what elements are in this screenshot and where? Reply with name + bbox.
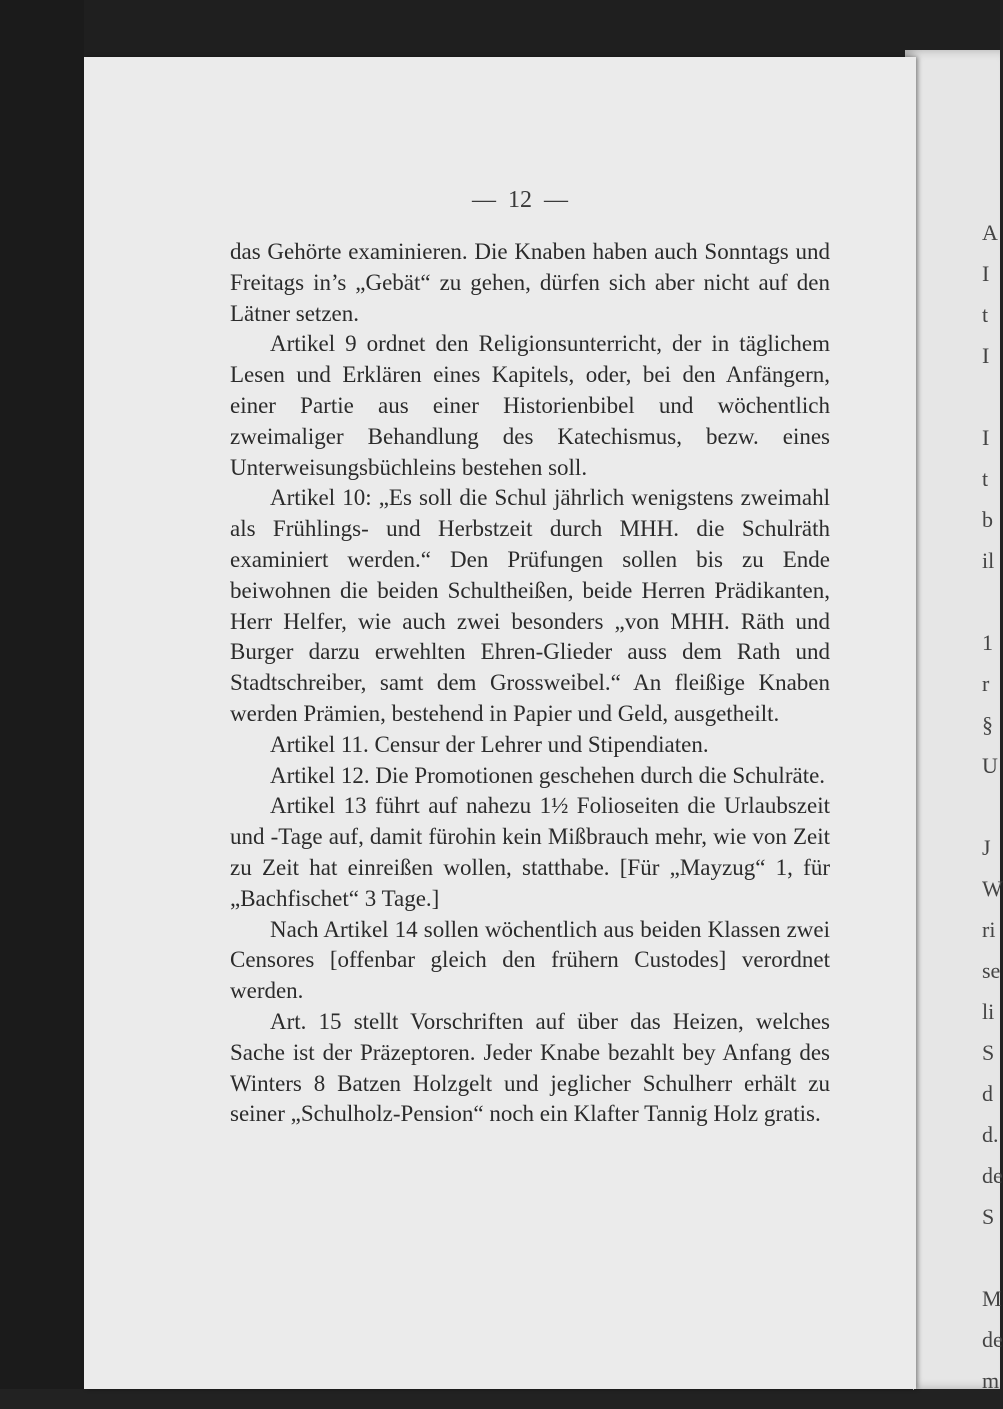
- paragraph: Artikel 12. Die Promotionen geschehen durch die Schulräte.: [270, 762, 826, 788]
- fragment: [982, 589, 1000, 630]
- dash-left: —: [472, 187, 508, 213]
- book-page: [84, 57, 916, 1389]
- paragraph: Nach Artikel 14 sollen wöchentlich aus beiden Klassen zwei Censores [offenbar gleich den frühern Custodes] verordnet werden.: [230, 916, 830, 1004]
- fragment: I: [982, 261, 990, 286]
- fragment: [982, 1245, 1000, 1286]
- fragment: S: [982, 1040, 995, 1065]
- fragment: [982, 384, 1000, 425]
- fragment: U: [982, 753, 998, 778]
- fragment: I: [982, 343, 990, 368]
- fragment: 1: [982, 630, 993, 655]
- fragment: M: [982, 1286, 1002, 1311]
- fragment: il: [982, 548, 995, 573]
- fragment: §: [982, 712, 993, 737]
- paragraph: Art. 15 stellt Vorschriften auf über das Heizen, welches Sache ist der Präzeptoren. Jeder Knabe bezahlt bey Anfang des Winters 8 Batzen Holzgelt und jeglicher Schulherr erhält zu seiner „Schulholz-Pension“ noch ein Klafter Tannig Holz gratis.: [230, 1008, 830, 1127]
- paragraph: Artikel 13 führt auf nahezu 1½ Folioseiten die Urlaubszeit und -Tage auf, damit fürohin kein Mißbrauch mehr, wie von Zeit zu Zeit hat einreißen wollen, statthabe. [Für „Mayzug“ 1, für „Bachfischet“ 3 Tage.]: [230, 793, 830, 911]
- scan-border-left: [0, 0, 84, 1389]
- fragment: t: [982, 302, 989, 327]
- fragment: se: [982, 958, 1001, 983]
- paragraph: Artikel 10: „Es soll die Schul jährlich wenigstens zweimahl als Frühlings- und Herbstzeit durch MHH. die Schulräth examiniert werden.“ Den Prüfungen sollen bis zu Ende beiwohnen die beiden Schultheißen, beide Herren Prädikanten, Herr Helfer, wie auch zwei besonders „von MHH. Räth und Burger darzu erwehlten Ehren-Glieder auss dem Rath und Stadtschreiber, samt dem Grossweibel.“ An fleißige Knaben werden Prämien, bestehend in Papier und Geld, ausgetheilt.: [230, 485, 830, 726]
- fragment: m: [982, 1368, 1000, 1393]
- fragment: J: [982, 835, 991, 860]
- fragment: r: [982, 671, 990, 696]
- fragment: de: [982, 1327, 1003, 1352]
- fragment: b: [982, 507, 993, 532]
- dash-right: —: [532, 187, 568, 213]
- paragraph: Artikel 11. Censur der Lehrer und Stipendiaten.: [270, 731, 709, 757]
- fragment: d: [982, 1081, 993, 1106]
- fragment: S: [982, 1204, 995, 1229]
- page-number: 12: [508, 187, 532, 213]
- fragment: d.: [982, 1122, 999, 1147]
- fragment: [982, 794, 1000, 835]
- fragment: A: [982, 220, 998, 245]
- fragment: I: [982, 425, 990, 450]
- facing-page-text-fragments: [982, 220, 1003, 1409]
- fragment: li: [982, 999, 995, 1024]
- paragraph: das Gehörte examinieren. Die Knaben haben auch Sonntags und Freitags in’s „Gebät“ zu gehen, dürfen sich aber nicht auf den Lätner setzen.: [230, 239, 830, 326]
- paragraph: Artikel 9 ordnet den Religionsunterricht, der in täglichem Lesen und Erklären eines Kapitels, oder, bei den Anfängern, einer Partie aus einer Historienbibel und wöchentlich zweimaliger Behandlung des Katechismus, bezw. eines Unterweisungsbüchleins bestehen soll.: [230, 331, 830, 480]
- fragment: W: [982, 876, 1003, 901]
- fragment: de: [982, 1163, 1003, 1188]
- scan-border-top: [84, 0, 1000, 60]
- body-text: [230, 237, 830, 1130]
- fragment: t: [982, 466, 989, 491]
- fragment: ri: [982, 917, 996, 942]
- page-number-header: [84, 187, 916, 214]
